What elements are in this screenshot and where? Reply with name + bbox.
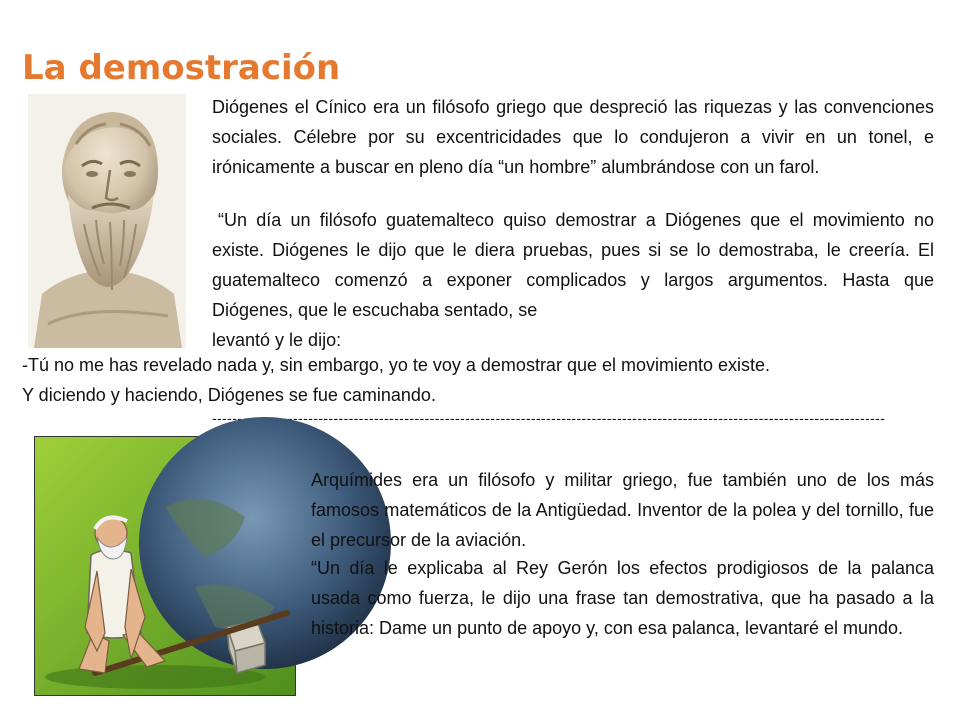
diogenes-intro-paragraph: Diógenes el Cínico era un filósofo griego que despreció las riquezas y las convenciones sociales. Célebre por su excentricidades que lo condujeron a vivir en un tonel, e irónicamente a buscar en pleno día “un hombre” alumbrándose con un farol.: [212, 97, 934, 177]
diogenes-quote: -Tú no me has revelado nada y, sin embargo, yo te voy a demostrar que el movimiento existe.: [22, 355, 771, 375]
diogenes-bust-image: [28, 94, 186, 348]
diogenes-closing: Y diciendo y haciendo, Diógenes se fue caminando.: [22, 385, 436, 405]
archimedes-anecdote-paragraph: “Un día le explicaba al Rey Gerón los efectos prodigiosos de la palanca usada como fuerza, le dijo una frase tan demostrativa, que ha pasado a la historia: Dame un punto de apoyo y, con esa palanca, levantaré el mundo.: [311, 558, 934, 638]
section-separator: -------------------------------------------------------------------------------------------------------------------------------------: [212, 410, 886, 426]
archimedes-lever-image: [34, 436, 296, 696]
archimedes-intro-paragraph: Arquímides era un filósofo y militar griego, fue también uno de los más famosos matemáticos de la Antigüedad. Inventor de la polea y del tornillo, fue el precursor de la aviación.: [311, 470, 934, 550]
slide-title: La demostración: [22, 48, 341, 88]
diogenes-anecdote-paragraph: [212, 205, 934, 355]
diogenes-anecdote-end: levantó y le dijo:: [212, 330, 342, 350]
diogenes-anecdote-text: “Un día un filósofo guatemalteco quiso demostrar a Diógenes que el movimiento no existe. Diógenes le dijo que le diera pruebas, pues si se lo demostraba, le creería. El guatemalteco comenzó a exponer complicados y largos argumentos. Hasta que Diógenes, que le escuchaba sentado, se: [212, 210, 934, 320]
